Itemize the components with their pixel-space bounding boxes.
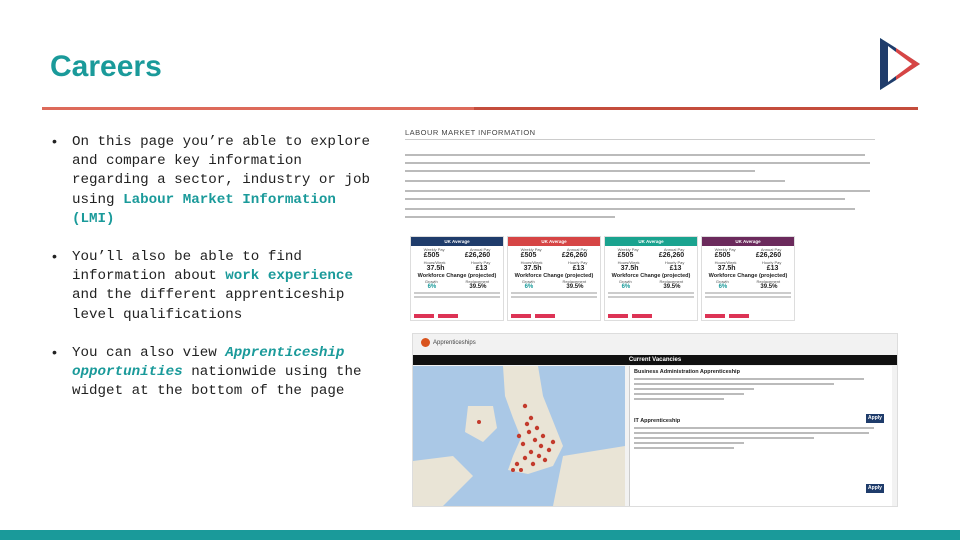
vacancy-list <box>629 366 892 506</box>
bullet-list <box>52 133 382 401</box>
lmi-text-line <box>405 180 785 182</box>
lmi-text-line <box>405 208 855 210</box>
lmi-card: UK Average Weekly Pay Annual Pay £505 £26,260 Hours/Week Hourly Pay 37.5h £13 Workforce Change (projected) Growth Replacement 6% 39.5% <box>410 236 504 321</box>
bullet-item: • On this page you’re able to explore and compare key information regarding a sector, industry or job using Labour Market Information (LMI) <box>52 133 382 229</box>
lmi-text-line <box>405 216 615 218</box>
footer-bar <box>0 530 960 540</box>
apprenticeship-link[interactable]: Apprenticeship opportunities <box>72 344 345 381</box>
lmi-link[interactable]: Labour Market Information (LMI) <box>72 191 336 227</box>
bullet-item: • You’ll also be able to find information about work experience and the different apprenticeship level qualifications <box>52 248 382 325</box>
apprenticeship-widget <box>412 333 898 507</box>
vacancy-map[interactable] <box>413 366 625 506</box>
apprenticeships-logo: Apprenticeships <box>421 338 476 347</box>
slide-title: Careers <box>50 50 162 83</box>
apprenticeships-logo-icon <box>421 338 430 347</box>
title-divider <box>42 107 474 110</box>
vacancies-bar: Current Vacancies <box>413 355 897 365</box>
lmi-text-line <box>405 190 870 192</box>
lmi-card: UK Average Weekly Pay Annual Pay £505 £26,260 Hours/Week Hourly Pay 37.5h £13 Workforce Change (projected) Growth Replacement 6% 39.5% <box>701 236 795 321</box>
vacancy-title[interactable]: IT Apprenticeship <box>634 418 681 424</box>
apply-button[interactable]: Apply <box>866 484 884 493</box>
lmi-text-line <box>405 154 865 156</box>
lmi-card: UK Average Weekly Pay Annual Pay £505 £26,260 Hours/Week Hourly Pay 37.5h £13 Workforce Change (projected) Growth Replacement 6% 39.5% <box>604 236 698 321</box>
map-graphic-icon <box>413 366 625 506</box>
lmi-text-line <box>405 198 845 200</box>
work-experience-link[interactable]: work experience <box>225 268 353 285</box>
lmi-heading: LABOUR MARKET INFORMATION <box>405 128 536 137</box>
lmi-page-screenshot <box>405 126 875 326</box>
title-divider-accent <box>474 107 918 110</box>
apply-button[interactable]: Apply <box>866 414 884 423</box>
lmi-text-line <box>405 162 870 164</box>
bullet-item: • You can also view Apprenticeship opportunities nationwide using the widget at the bottom of the page <box>52 344 382 402</box>
lmi-cards <box>410 236 795 321</box>
brand-logo-icon <box>876 36 926 92</box>
lmi-text-line <box>405 170 755 172</box>
lmi-heading-rule <box>405 139 875 140</box>
vacancy-title[interactable]: Business Administration Apprenticeship <box>634 369 740 375</box>
lmi-card: UK Average Weekly Pay Annual Pay £505 £26,260 Hours/Week Hourly Pay 37.5h £13 Workforce Change (projected) Growth Replacement 6% 39.5% <box>507 236 601 321</box>
